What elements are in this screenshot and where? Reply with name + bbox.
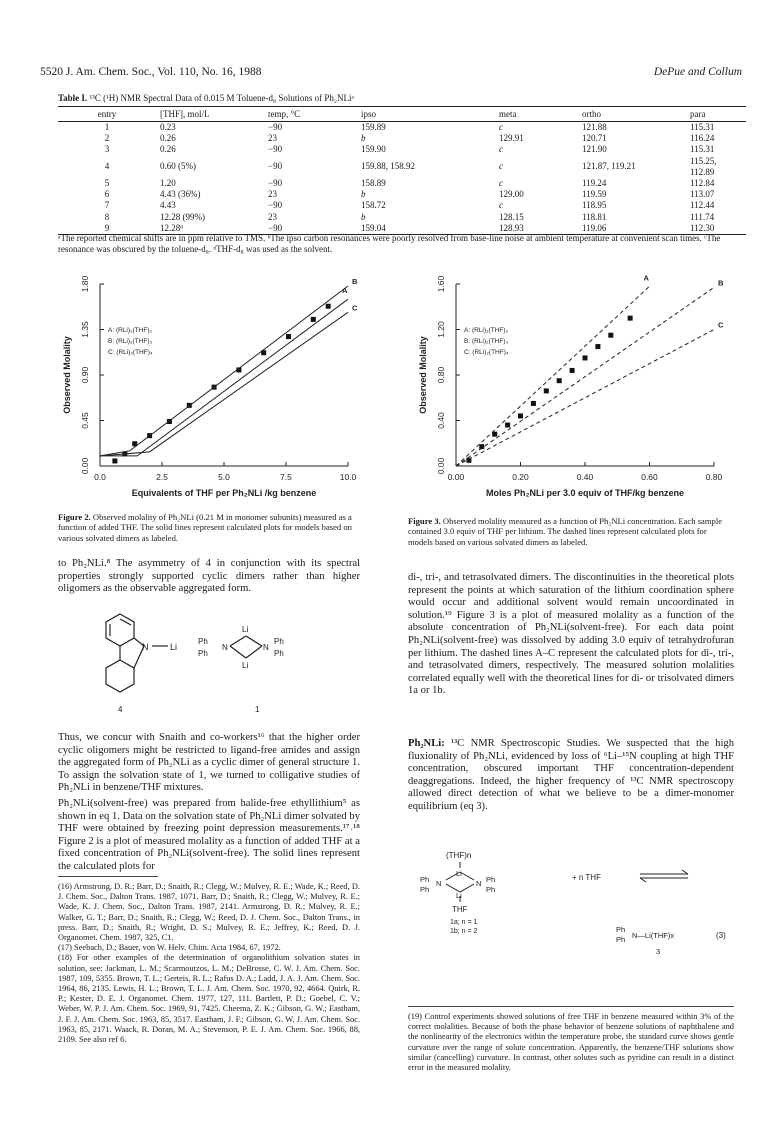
eq-label-1b: 1b; n = 2 <box>450 928 478 935</box>
right-paragraph-1: di-, tri-, and tetrasolvated dimers. The discontinuities in the theoretical plots represent the points at which saturation of the lithium coordination sphere would occur and additional solvent would remain uncoordinated in solution.¹⁹ Figure 3 is a plot of measured molality as a function of the absolute concentration of Ph₂NLi(solvent-free). For each data point Ph₂NLi(solvent-free) was dissolved by adding 3.0 equiv of tetrahydrofuran per lithium. The dashed lines A–C represent the calculated plots for di-, tri-, and tetrasolvated dimers, respectively. The measured solution molalities correlated equally well with the theoretical lines for di- or trisolvated dimers 1a or 1b. <box>408 572 734 697</box>
y-axis-label: Observed Molality <box>418 336 428 414</box>
table-cell: 23 <box>268 189 277 200</box>
data-point <box>286 334 291 339</box>
table-cell: c <box>499 144 503 155</box>
svg-text:N: N <box>222 643 228 652</box>
table-cell: −90 <box>268 178 283 189</box>
table-cell: 120.71 <box>582 133 607 144</box>
x-tick-label: 7.5 <box>280 472 292 482</box>
left-paragraph-1: to Ph₂NLi.⁸ The asymmetry of 4 in conjunction with its spectral properties strongly supported cyclic dimers rather than higher oligomers as the observable aggregated form. <box>58 558 360 595</box>
eq-thf: THF <box>452 905 468 914</box>
footnote-19: (19) Control experiments showed solutions of free THF in benzene measured within 3% of the correct molalities. Because of both the phase behavior of benzene solutions of naphthalene and the nonlinearity of the electronics within the temperature probe, the standard curve shows gentle curvature over the range of solute concentration. Apparently, the benzene/THF solutions show similar (cancelling) curvature. In contrast, other solutes such as pyridine can result in a distinct error in the measured molality. <box>408 1012 734 1073</box>
eq-number: (3) <box>716 931 726 940</box>
svg-text:Li: Li <box>170 642 178 652</box>
legend-entry: A: (RLi)₂(THF)₂ <box>108 327 153 334</box>
legend-entry: B: (RLi)₂(THF)₃ <box>464 338 509 345</box>
table-header-tempc: temp, °C <box>264 107 357 122</box>
table-row <box>58 133 746 144</box>
table-cell: 1 <box>104 122 110 132</box>
data-point <box>505 423 510 428</box>
table-cell: 0.26 <box>160 144 176 155</box>
table-cell: 111.74 <box>690 211 715 222</box>
y-tick-label: 0.00 <box>436 457 446 475</box>
legend-entry: B: (RLi)₂(THF)₃ <box>108 338 153 345</box>
legend-entry: C: (RLi)₂(THF)₄ <box>464 349 509 356</box>
table-cell: 0.23 <box>160 122 176 132</box>
table-cell: 121.88 <box>582 122 607 132</box>
table-cell: b <box>361 211 366 222</box>
table-cell: c <box>499 161 503 172</box>
svg-text:Ph: Ph <box>616 925 626 934</box>
table-header-ortho: ortho <box>578 107 686 122</box>
y-tick-label: 0.00 <box>80 457 90 475</box>
table-cell: 118.95 <box>582 200 607 211</box>
table-cell: 3 <box>104 144 110 155</box>
svg-text:Ph: Ph <box>486 875 496 884</box>
footnote: (18) For other examples of the determination of organolithium solvation states in solution, see: Jackman, L. M.; Scarmoutzos, L. M.; DeBrosse, C. W. J. Am. Chem. Soc. 1987, 109, 5355. Brown, T. L.; Gerteis, R. L.; Rafus D. A.; Ladd, J. A. J. Am. Chem. Soc. 1964, 86, 2135. Lewis, H. L.; Brown, T. L. J. Am. Chem. Soc. 1970, 92, 4664. Quirk, R. P.; Kester, D. E. J. Organomet. Chem. 1977, 127, 111. Bartlett, P. D.; Goebel, C. V.; Weber, W. P. J. Am. Chem. Soc. 1969, 91, 7425. Cheema, Z. K.; Gibson, G. W.; Eastham, J. F. J. Am. Chem. Soc. 1963, 85, 3517. Eastham, J. F.; Gibson, G. W. J. Am. Chem. Soc. 1963, 85, 2171. Waack, R. Doran, M. A.; Stevenson, P. E. J. Am. Chem. Soc. 1966, 88, 2109. See also ref 6. <box>58 953 360 1045</box>
left-paragraph-2: Thus, we concur with Snaith and co-workers¹⁶ that the higher order cyclic oligomers might be restricted to ligand-free amides and assign the aggregated form of Ph₂NLi as a cyclic dimer of general structure 1. To assign the solvation state of 1, we turned to colligative studies of Ph₂NLi in benzene/THF mixtures. <box>58 732 360 794</box>
table-header-thfmoll: [THF], mol/L <box>156 107 264 122</box>
svg-text:Li: Li <box>242 661 249 670</box>
y-axis-label: Observed Molality <box>62 336 72 414</box>
y-tick-label: 0.80 <box>436 366 446 384</box>
table-cell: 158.89 <box>361 178 386 189</box>
curve-label: A <box>342 286 348 296</box>
table-cell: 159.89 <box>361 122 386 132</box>
data-point <box>557 378 562 383</box>
svg-text:Ph: Ph <box>274 649 284 658</box>
x-tick-label: 0.60 <box>641 472 658 482</box>
table-cell: 0.26 <box>160 133 176 144</box>
svg-text:Li: Li <box>456 891 462 900</box>
table-cell: 23 <box>268 211 277 222</box>
table-row <box>58 200 746 211</box>
table-header-para: para <box>686 107 746 122</box>
svg-text:N: N <box>476 879 482 888</box>
svg-text:Ph: Ph <box>420 885 430 894</box>
svg-text:Li: Li <box>242 625 249 634</box>
data-point <box>531 401 536 406</box>
legend-entry: C: (RLi)₂(THF)₄ <box>108 349 153 356</box>
table-cell: 113.07 <box>690 189 715 200</box>
y-tick-label: 1.80 <box>80 275 90 293</box>
figure-3-caption: Figure 3. Observed molality measured as a function of Ph₂NLi concentration. Each sample contained 3.0 equiv of THF per lithium. The dashed lines represent calculated plots for models based on various solvated dimers as labeled. <box>408 516 723 547</box>
curve-label: A <box>643 273 649 283</box>
data-point <box>518 413 523 418</box>
x-tick-label: 0.20 <box>512 472 529 482</box>
footnote: (16) Armstrong, D. R.; Barr, D.; Snaith, R.; Clegg, W.; Mulvey, R. E.; Wade, K.; Reed, D. J. Chem. Soc., Dalton Trans. 1987, 1071. Barr, D.; Snaith, R.; Clegg, W.; Mulvey, R. E.; Wade, K. J. Chem. Soc., Dalton Trans. 1987, 2141. Armstrong, D. R.; Mulvey, R. E.; Walker, G. T.; Barr, D.; Snaith, R.; Clegg, W.; Reed, D. J. Chem. Soc., Dalton Trans., in press. Barr, D.; Snaith, R.; Wright, D. S.; Mulvey, R. E.; Jeffrey, K.; Reed, D. J. Organomet. Chem. 1987, 325, C1. <box>58 882 360 943</box>
x-tick-label: 0.40 <box>576 472 594 482</box>
eq-product-label: 3 <box>656 947 661 956</box>
svg-text:Ph: Ph <box>486 885 496 894</box>
data-point <box>492 432 497 437</box>
footnote-rule-right <box>408 1006 734 1007</box>
data-point <box>326 304 331 309</box>
data-point <box>595 344 600 349</box>
eq-plus-thf: + n THF <box>572 873 601 882</box>
svg-text:Ph: Ph <box>274 637 284 646</box>
table-cell: 112.30 <box>686 223 746 235</box>
data-point <box>544 388 549 393</box>
table-cell: 159.90 <box>361 144 386 155</box>
svg-text:Ph: Ph <box>420 875 430 884</box>
table-header-meta: meta <box>495 107 578 122</box>
figure-3-chart <box>408 270 738 515</box>
table-cell: −90 <box>268 200 283 211</box>
data-point <box>608 333 613 338</box>
table-cell: −90 <box>264 223 357 235</box>
table-cell: 116.24 <box>690 133 715 144</box>
svg-text:N: N <box>263 643 269 652</box>
table-cell: 4.43 (36%) <box>160 189 201 200</box>
table-cell: 121.90 <box>582 144 607 155</box>
table-header-ipso: ipso <box>357 107 495 122</box>
structure-4-label: 4 <box>118 705 123 714</box>
eq-label-1a: 1a; n = 1 <box>450 919 478 926</box>
x-axis-label: Moles Ph₂NLi per 3.0 equiv of THF/kg benzene <box>485 488 685 498</box>
x-tick-label: 0.0 <box>94 472 106 482</box>
equation-3 <box>420 838 740 958</box>
table-cell: 115.31 <box>690 122 715 132</box>
y-tick-label: 0.40 <box>436 412 446 429</box>
eq-thf-n: (THF)n <box>446 851 472 860</box>
footnote-rule-left <box>58 876 158 877</box>
table-cell: 159.04 <box>357 223 495 235</box>
running-header-right: DePue and Collum <box>653 66 742 78</box>
y-tick-label: 1.35 <box>80 321 90 338</box>
svg-text:N: N <box>142 642 149 652</box>
table-cell: 12.28 (99%) <box>160 211 205 222</box>
table-cell: 115.25, 112.89 <box>690 155 717 177</box>
x-tick-label: 2.5 <box>156 472 168 482</box>
table-cell: 128.93 <box>495 223 578 235</box>
y-tick-label: 0.45 <box>80 412 90 429</box>
model-line-a <box>456 286 650 466</box>
table-cell: c <box>499 178 503 189</box>
table-row <box>58 212 746 223</box>
table-footnote: ᵃThe reported chemical shifts are in ppm relative to TMS. ᵇThe ipso carbon resonances were poorly resolved from base-line noise at ambient temperature at convenient scan times. ᶜThe resonance was obscured by the toluene-d₈. ᵈTHF-d₈ was used as the solvent. <box>58 233 721 254</box>
table-cell: 112.84 <box>690 178 715 189</box>
table-cell: 1.20 <box>160 178 176 189</box>
table-cell: 159.88, 158.92 <box>361 161 415 172</box>
footnote: (17) Seebach, D.; Bauer, von W. Helv. Chim. Acta 1984, 67, 1972. <box>58 943 281 953</box>
table-cell: 128.15 <box>499 211 524 222</box>
table-cell: 158.72 <box>361 200 386 211</box>
legend-entry: A: (RLi)₂(THF)₂ <box>464 327 509 334</box>
nmr-table <box>58 106 746 235</box>
x-tick-label: 0.00 <box>447 472 465 482</box>
model-line-a <box>100 299 348 456</box>
table-cell: 2 <box>104 133 110 144</box>
table-cell: 9 <box>58 223 156 235</box>
table-cell: 4.43 <box>160 200 176 211</box>
table-row <box>58 189 746 200</box>
model-line-b <box>100 286 348 456</box>
table-cell: b <box>361 133 366 144</box>
table-cell: 6 <box>104 189 110 200</box>
svg-text:Li: Li <box>456 869 462 878</box>
svg-text:N: N <box>436 879 442 888</box>
table-cell: 4 <box>104 161 110 172</box>
y-tick-label: 1.60 <box>436 275 446 293</box>
figure-2-chart <box>58 270 358 515</box>
table-cell: −90 <box>268 122 283 132</box>
x-tick-label: 10.0 <box>339 472 357 482</box>
x-tick-label: 5.0 <box>218 472 230 482</box>
table-cell: 8 <box>104 211 110 222</box>
table-cell: 121.87, 119.21 <box>582 161 636 172</box>
running-header-left: 5520 J. Am. Chem. Soc., Vol. 110, No. 16, 1988 <box>40 66 262 78</box>
table-cell: 7 <box>104 200 110 211</box>
svg-text:Ph: Ph <box>198 649 208 658</box>
y-tick-label: 1.20 <box>436 321 446 338</box>
figure-2-caption: Figure 2. Observed molality of Ph₂NLi (0.21 M in monomer subunits) measured as a function of added THF. The solid lines represent calculated plots for models based on various solvated dimers as labeled. <box>58 512 352 543</box>
table-row <box>58 178 746 189</box>
data-point <box>583 355 588 360</box>
table-cell: c <box>499 200 503 211</box>
table-cell: 129.00 <box>499 189 524 200</box>
y-tick-label: 0.90 <box>80 366 90 384</box>
table-cell: 23 <box>268 133 277 144</box>
curve-label: C <box>352 303 358 313</box>
right-paragraph-2: Ph₂NLi: ¹³C NMR Spectroscopic Studies. We suspected that the high fluxionality of Ph₂NLi, evidenced by loss of ⁶Li–¹⁵N coupling at high THF concentration, obscured important THF concentration-dependent deaggregations. Indeed, the higher frequency of ¹³C NMR spectroscopy allowed direct detection of what we believe to be a dimer-monomer equilibrium (eq 3). <box>408 738 734 812</box>
data-point <box>628 316 633 321</box>
table-cell: 119.24 <box>582 178 607 189</box>
model-line-b <box>456 287 714 466</box>
svg-text:Ph: Ph <box>198 637 208 646</box>
table-cell: 129.91 <box>499 133 524 144</box>
table-cell: 119.06 <box>578 223 686 235</box>
table-cell: 5 <box>104 178 110 189</box>
structures-4-and-1 <box>80 600 340 720</box>
curve-label: B <box>718 278 724 288</box>
table-row <box>58 122 746 134</box>
table-cell: b <box>361 189 366 200</box>
table-cell: −90 <box>268 161 283 172</box>
eq-product: N—Li(THF)x <box>632 931 675 940</box>
table-row <box>58 144 746 155</box>
table-cell: 115.31 <box>690 144 715 155</box>
curve-label: C <box>718 320 724 330</box>
table-header-entry: entry <box>58 107 156 122</box>
table-cell: 12.28ᵈ <box>156 223 264 235</box>
x-tick-label: 0.80 <box>705 472 723 482</box>
svg-text:Ph: Ph <box>616 935 626 944</box>
table-cell: c <box>499 122 503 132</box>
table-cell: −90 <box>268 144 283 155</box>
data-point <box>570 368 575 373</box>
table-cell: 119.59 <box>582 189 607 200</box>
structure-1-label: 1 <box>255 705 260 714</box>
table-cell: 112.44 <box>690 200 715 211</box>
left-paragraph-3: Ph₂NLi(solvent-free) was prepared from halide-free ethyllithium⁵ as shown in eq 1. Data on the solvation state of Ph₂NLi dimer solvated by THF were obtained by freezing point depression measurements.¹⁷˒¹⁸ Figure 2 is a plot of measured molality as a function of added THF at a fixed concentration of Ph₂NLi(solvent-free). The solid lines represent the calculated plots for <box>58 798 360 872</box>
data-point <box>112 458 117 463</box>
table-cell: 0.60 (5%) <box>160 161 196 172</box>
x-axis-label: Equivalents of THF per Ph₂NLi /kg benzene <box>131 488 317 498</box>
table-row <box>58 156 746 178</box>
data-point <box>311 317 316 322</box>
table-cell: 118.81 <box>582 211 607 222</box>
footnotes-left <box>58 882 360 1045</box>
curve-label: B <box>352 277 358 287</box>
table-caption: Table I. ¹³C (¹H) NMR Spectral Data of 0.015 M Toluene-d₈ Solutions of Ph₂NLiᵃ <box>58 93 354 103</box>
